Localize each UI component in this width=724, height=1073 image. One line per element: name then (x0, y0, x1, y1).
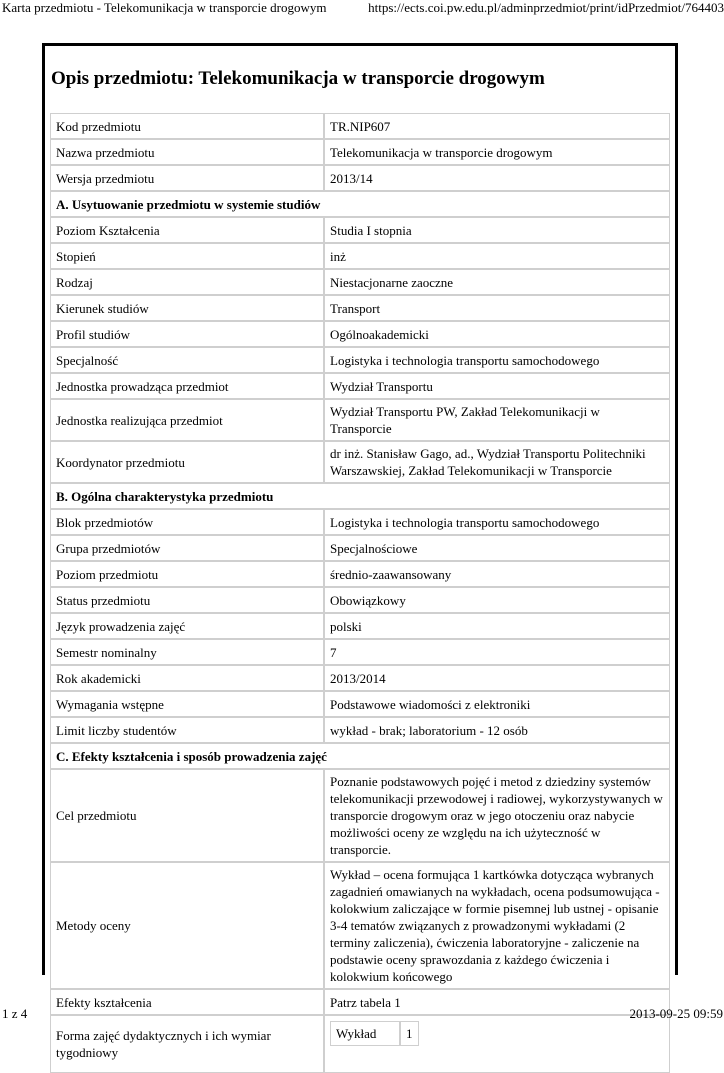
table-row (50, 639, 670, 665)
section-header-a (50, 191, 670, 217)
table-row (50, 399, 670, 441)
row-label: Wymagania wstępne (50, 691, 324, 717)
section-title: A. Usytuowanie przedmiotu w systemie studiów (50, 191, 670, 217)
table-row (50, 269, 670, 295)
teaching-form-row (330, 1021, 419, 1046)
table-row (50, 587, 670, 613)
table-row (50, 535, 670, 561)
teaching-form-hours: 1 (400, 1021, 419, 1046)
row-label: Nazwa przedmiotu (50, 139, 324, 165)
print-footer-page: 1 z 4 (2, 1006, 28, 1021)
table-row (50, 665, 670, 691)
row-label: Rodzaj (50, 269, 324, 295)
row-label: Metody oceny (50, 862, 324, 989)
row-value: 7 (324, 639, 670, 665)
row-value: Logistyka i technologia transportu samochodowego (324, 509, 670, 535)
row-label: Blok przedmiotów (50, 509, 324, 535)
row-value: Wydział Transportu PW, Zakład Telekomunikacji w Transporcie (324, 399, 670, 441)
row-value: Niestacjonarne zaoczne (324, 269, 670, 295)
table-row (50, 373, 670, 399)
table-row (50, 561, 670, 587)
row-label: Kod przedmiotu (50, 113, 324, 139)
row-value: Specjalnościowe (324, 535, 670, 561)
table-row (50, 613, 670, 639)
row-label: Poziom Kształcenia (50, 217, 324, 243)
print-footer-datetime: 2013-09-25 09:59 (629, 1006, 723, 1021)
table-row (50, 441, 670, 483)
table-row (50, 862, 670, 989)
row-value: Wykład – ocena formująca 1 kartkówka dotycząca wybranych zagadnień omawianych na wykładach, ocena podsumowująca - kolokwium zaliczające w formie pisemnej lub ustnej - opisanie 3-4 tematów związanych z prowadzonymi wykładami (2 terminy zaliczenia), ćwiczenia laboratoryjne - zaliczenie na podstawie oceny sprawozdania z każdego ćwiczenia i kolokwium końcowego (324, 862, 670, 989)
section-title: B. Ogólna charakterystyka przedmiotu (50, 483, 670, 509)
row-label: Jednostka realizująca przedmiot (50, 399, 324, 441)
row-label: Stopień (50, 243, 324, 269)
table-row (50, 347, 670, 373)
table-row (50, 989, 670, 1015)
row-value: 2013/2014 (324, 665, 670, 691)
row-label: Cel przedmiotu (50, 769, 324, 862)
print-header-url: https://ects.coi.pw.edu.pl/adminprzedmiot/print/idPrzedmiot/764403 (368, 0, 724, 15)
section-header-c (50, 743, 670, 769)
row-value: Logistyka i technologia transportu samochodowego (324, 347, 670, 373)
row-value: średnio-zaawansowany (324, 561, 670, 587)
row-label: Semestr nominalny (50, 639, 324, 665)
teaching-form-name: Wykład (330, 1021, 400, 1046)
section-header-b (50, 483, 670, 509)
row-label: Koordynator przedmiotu (50, 441, 324, 483)
row-label: Wersja przedmiotu (50, 165, 324, 191)
row-value: wykład - brak; laboratorium - 12 osób (324, 717, 670, 743)
row-value: Poznanie podstawowych pojęć i metod z dziedziny systemów telekomunikacji przewodowej i radiowej, wykorzystywanych w transporcie drogowym oraz w jego otoczeniu oraz nabycie możliwości oceny ze względu na ich użyteczność w transporcie. (324, 769, 670, 862)
row-label: Rok akademicki (50, 665, 324, 691)
table-row (50, 165, 670, 191)
table-row (50, 691, 670, 717)
row-label: Specjalność (50, 347, 324, 373)
row-value: Transport (324, 295, 670, 321)
row-value: inż (324, 243, 670, 269)
row-value: Obowiązkowy (324, 587, 670, 613)
row-label: Status przedmiotu (50, 587, 324, 613)
row-label: Efekty kształcenia (50, 989, 324, 1015)
row-label: Język prowadzenia zajęć (50, 613, 324, 639)
row-value: 2013/14 (324, 165, 670, 191)
row-value: polski (324, 613, 670, 639)
row-value: Podstawowe wiadomości z elektroniki (324, 691, 670, 717)
row-label: Kierunek studiów (50, 295, 324, 321)
row-label: Forma zajęć dydaktycznych i ich wymiar tygodniowy (50, 1015, 324, 1073)
table-row (50, 243, 670, 269)
row-label: Profil studiów (50, 321, 324, 347)
teaching-forms-table (330, 1021, 419, 1046)
row-value: Patrz tabela 1 (324, 989, 670, 1015)
row-value: Studia I stopnia (324, 217, 670, 243)
row-value: Ogólnoakademicki (324, 321, 670, 347)
table-row (50, 769, 670, 862)
row-label: Grupa przedmiotów (50, 535, 324, 561)
row-value: Wydział Transportu (324, 373, 670, 399)
page-title: Opis przedmiotu: Telekomunikacja w transporcie drogowym (51, 68, 545, 89)
table-row (50, 509, 670, 535)
table-row (50, 717, 670, 743)
print-header-title: Karta przedmiotu - Telekomunikacja w transporcie drogowym (2, 0, 327, 15)
course-description-table (50, 113, 670, 1073)
row-label: Limit liczby studentów (50, 717, 324, 743)
row-label: Poziom przedmiotu (50, 561, 324, 587)
table-row (50, 321, 670, 347)
row-value: TR.NIP607 (324, 113, 670, 139)
row-label: Jednostka prowadząca przedmiot (50, 373, 324, 399)
row-value: Telekomunikacja w transporcie drogowym (324, 139, 670, 165)
table-row (50, 217, 670, 243)
section-title: C. Efekty kształcenia i sposób prowadzenia zajęć (50, 743, 670, 769)
table-row (50, 113, 670, 139)
table-row (50, 295, 670, 321)
row-value: dr inż. Stanisław Gago, ad., Wydział Transportu Politechniki Warszawskiej, Zakład Telekomunikacji w Transporcie (324, 441, 670, 483)
table-row (50, 139, 670, 165)
